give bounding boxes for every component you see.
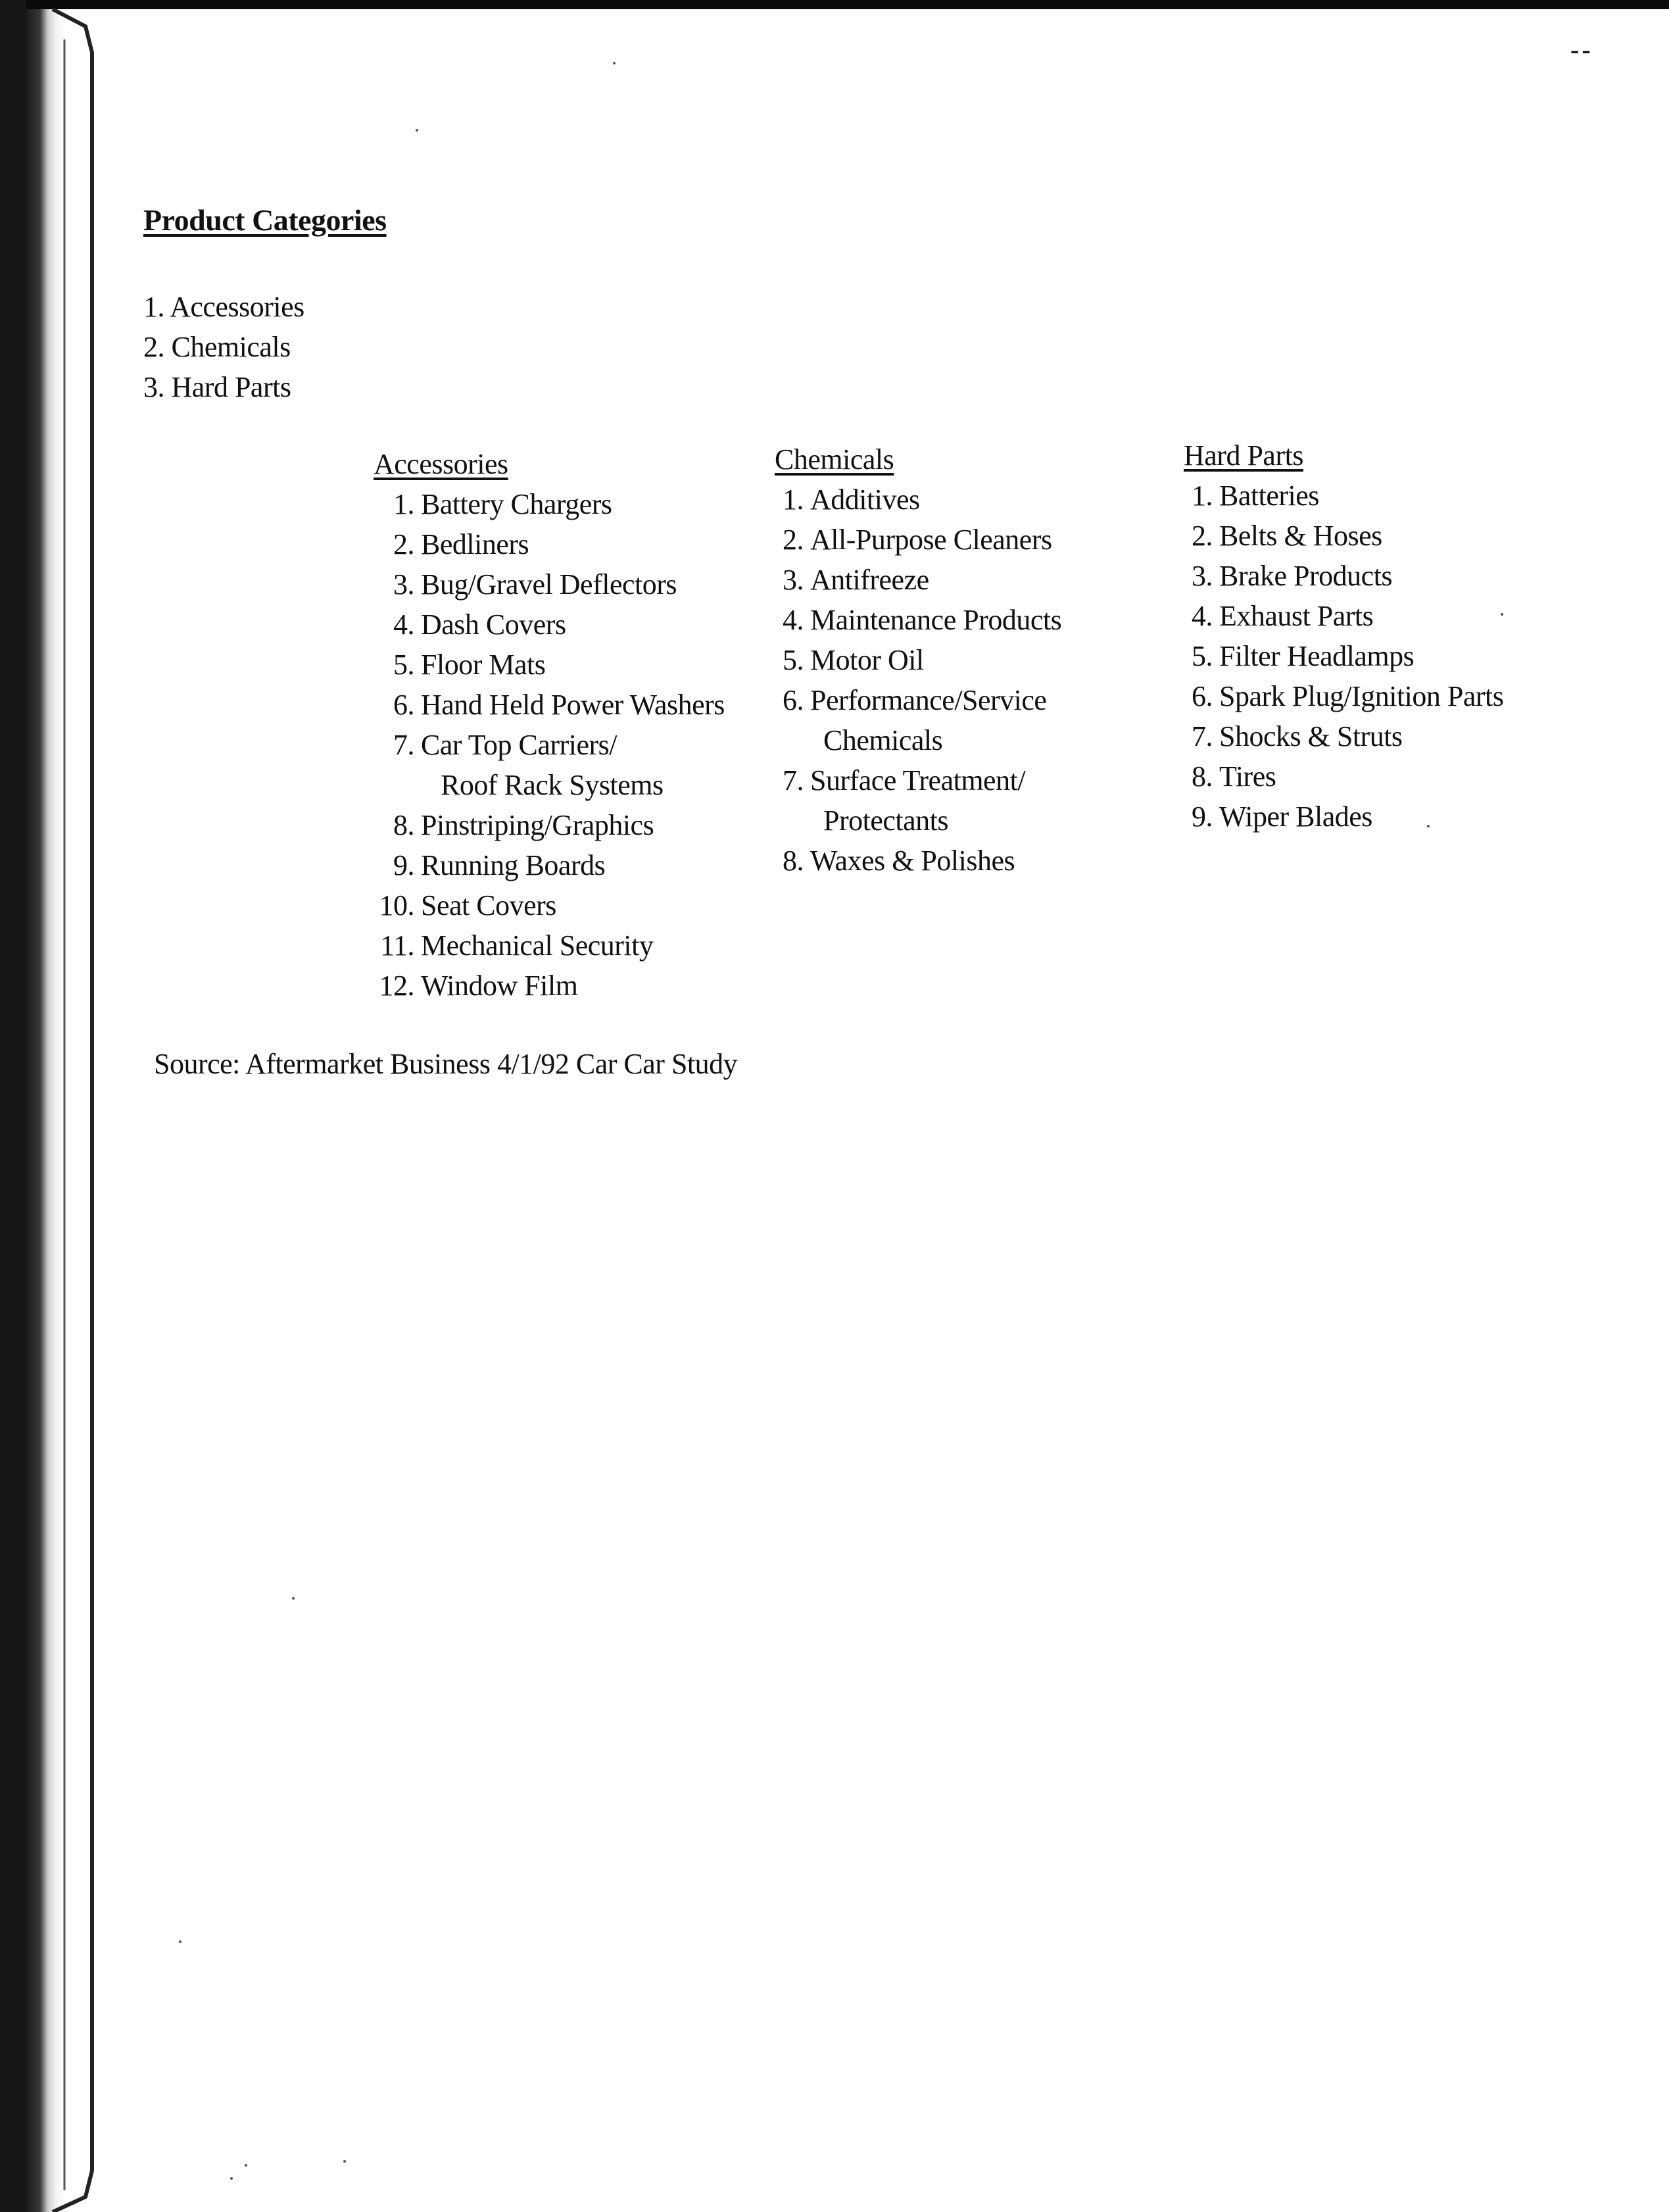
list-number: 5. xyxy=(393,649,414,681)
scan-speck xyxy=(416,129,418,132)
list-item xyxy=(374,966,725,1006)
list-label: Antifreeze xyxy=(810,564,929,596)
list-number: 7. xyxy=(1192,720,1213,752)
list-label: Batteries xyxy=(1219,479,1319,512)
list-label: Mechanical Security xyxy=(421,929,654,962)
list-label: Exhaust Parts xyxy=(1219,600,1374,632)
scan-speck xyxy=(245,2164,247,2167)
scan-speck xyxy=(292,1597,295,1600)
list-label: Pinstriping/Graphics xyxy=(421,809,654,841)
list-item xyxy=(374,645,725,685)
list-label-continuation: Chemicals xyxy=(823,724,943,756)
list-item xyxy=(143,287,304,327)
list-item xyxy=(1184,797,1503,837)
list-label: Spark Plug/Ignition Parts xyxy=(1219,680,1504,712)
list-item xyxy=(775,760,1061,841)
list-number: 1. xyxy=(1192,479,1213,512)
list-number: 2. xyxy=(783,524,804,556)
list-label: Floor Mats xyxy=(421,649,546,681)
list-number: 2. xyxy=(1192,520,1213,552)
list-item xyxy=(374,484,725,524)
list-number: 2. xyxy=(143,331,164,363)
list-item xyxy=(775,841,1061,881)
page-corner-mark: -- xyxy=(1570,35,1593,64)
list-label: Performance/Service xyxy=(810,684,1047,716)
list-item xyxy=(1184,636,1503,676)
list-label: Brake Products xyxy=(1219,560,1393,592)
list-number: 8. xyxy=(393,809,414,841)
list-number: 6. xyxy=(393,689,414,721)
list-label: Shocks & Struts xyxy=(1219,720,1403,752)
list-item xyxy=(1184,596,1503,636)
list-label: Window Film xyxy=(421,970,578,1002)
scan-speck xyxy=(1427,825,1430,827)
list-item xyxy=(1184,756,1503,797)
list-number: 9. xyxy=(393,849,414,881)
list-number: 3. xyxy=(783,564,804,596)
list-item xyxy=(1184,476,1503,516)
list-item xyxy=(143,327,304,367)
list-number: 3. xyxy=(393,568,414,601)
list-label: Additives xyxy=(810,483,920,516)
list-number: 4. xyxy=(393,608,414,641)
column-heading: Chemicals xyxy=(775,443,894,476)
list-item xyxy=(374,685,725,725)
list-item xyxy=(374,845,725,885)
list-number: 1. xyxy=(143,291,164,323)
scan-speck xyxy=(613,62,616,64)
list-label: Chemicals xyxy=(171,331,291,363)
source-citation: Source: Aftermarket Business 4/1/92 Car Car Study xyxy=(154,1048,738,1080)
column-heading: Accessories xyxy=(374,448,508,480)
list-item xyxy=(374,725,725,805)
chemicals-list xyxy=(775,479,1061,881)
list-number: 4. xyxy=(783,604,804,636)
list-number: 11. xyxy=(380,929,414,962)
list-label: All-Purpose Cleaners xyxy=(810,524,1052,556)
list-label: Bug/Gravel Deflectors xyxy=(421,568,677,601)
list-item xyxy=(143,367,304,407)
list-item xyxy=(775,680,1061,760)
list-label: Bedliners xyxy=(421,528,529,560)
list-label: Battery Chargers xyxy=(421,488,612,520)
scan-speck xyxy=(1501,613,1503,616)
list-label: Motor Oil xyxy=(810,644,924,676)
list-item xyxy=(374,925,725,966)
list-item xyxy=(775,479,1061,520)
list-label: Car Top Carriers/ xyxy=(421,729,617,761)
list-number: 4. xyxy=(1192,600,1213,632)
list-item xyxy=(775,640,1061,680)
list-item xyxy=(775,600,1061,640)
list-number: 6. xyxy=(783,684,804,716)
list-label: Waxes & Polishes xyxy=(810,845,1015,877)
list-number: 7. xyxy=(393,729,414,761)
column-heading: Hard Parts xyxy=(1184,439,1303,472)
list-number: 8. xyxy=(783,845,804,877)
accessories-column xyxy=(374,444,725,1006)
list-item xyxy=(1184,716,1503,756)
list-number: 10. xyxy=(379,889,414,922)
list-label: Accessories xyxy=(170,291,304,323)
hard-parts-list xyxy=(1184,476,1503,837)
list-label: Maintenance Products xyxy=(810,604,1062,636)
list-label: Running Boards xyxy=(421,849,606,881)
list-item xyxy=(374,805,725,845)
list-item xyxy=(1184,516,1503,556)
list-number: 5. xyxy=(783,644,804,676)
scan-top-edge xyxy=(0,0,1669,9)
list-item xyxy=(374,885,725,925)
list-label: Hand Held Power Washers xyxy=(421,689,725,721)
list-label-continuation: Protectants xyxy=(823,804,949,837)
list-label: Belts & Hoses xyxy=(1219,520,1382,552)
list-label: Filter Headlamps xyxy=(1219,640,1415,672)
list-number: 8. xyxy=(1192,760,1213,793)
list-number: 6. xyxy=(1192,680,1213,712)
list-label: Seat Covers xyxy=(421,889,556,922)
page-binding-edge xyxy=(0,0,105,2212)
summary-category-list xyxy=(143,287,304,407)
hard-parts-column xyxy=(1184,435,1503,837)
list-item xyxy=(1184,556,1503,596)
list-item xyxy=(374,524,725,564)
page-title: Product Categories xyxy=(143,203,387,237)
scan-speck xyxy=(230,2177,233,2180)
list-label: Dash Covers xyxy=(421,608,566,641)
list-label: Tires xyxy=(1219,760,1276,793)
list-number: 2. xyxy=(393,528,414,560)
list-item xyxy=(374,604,725,645)
list-number: 3. xyxy=(143,371,164,403)
list-number: 9. xyxy=(1192,800,1213,833)
list-number: 7. xyxy=(783,764,804,797)
list-label: Wiper Blades xyxy=(1219,800,1372,833)
list-label: Hard Parts xyxy=(171,371,291,403)
list-item xyxy=(374,564,725,604)
list-label-continuation: Roof Rack Systems xyxy=(441,769,664,801)
list-number: 5. xyxy=(1192,640,1213,672)
list-number: 1. xyxy=(783,483,804,516)
list-number: 3. xyxy=(1192,560,1213,592)
list-number: 1. xyxy=(393,488,414,520)
list-item xyxy=(1184,676,1503,716)
accessories-list xyxy=(374,484,725,1006)
chemicals-column xyxy=(775,439,1061,881)
list-item xyxy=(775,560,1061,600)
list-item xyxy=(775,520,1061,560)
list-label: Surface Treatment/ xyxy=(810,764,1026,797)
scan-speck xyxy=(343,2160,346,2163)
scan-speck xyxy=(179,1940,181,1943)
list-number: 12. xyxy=(379,970,414,1002)
